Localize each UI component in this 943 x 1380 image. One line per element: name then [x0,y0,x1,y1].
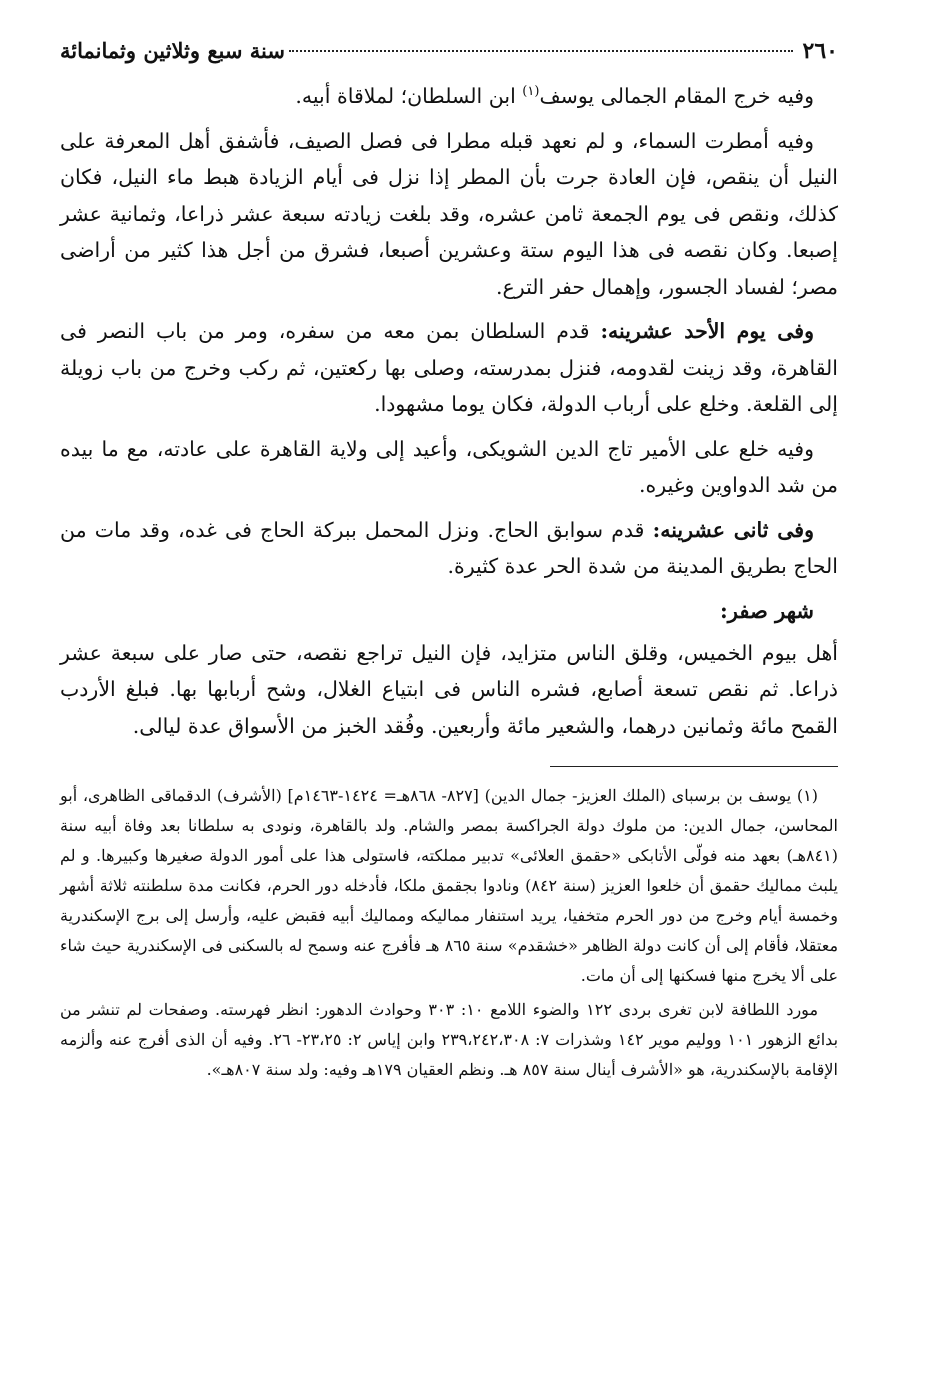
paragraph-2: وفيه أمطرت السماء، و لم نعهد قبله مطرا فى فصل الصيف، فأشفق أهل المعرفة على النيل أن ينقص، فإن العادة جرت بأن المطر إذا نزل فى أيام الزيادة هبط ماء النيل، فكان كذلك، ونقص فى يوم الجمعة ثامن عشره، وقد بلغت زيادته سبعة عشر ذراعا، وثمانية عشر إصبعا. وكان نقصه فى هذا اليوم ستة وعشرين أصبعا، فشرق من أجل هذا كثير من أراضى مصر؛ لفساد الجسور، وإهمال حفر الترع. [60,128,838,299]
paragraph-lead: وفى ثانى عشرينه: [652,517,814,542]
page-number: ٢٦٠ [802,38,838,64]
paragraph-5: وفى ثانى عشرينه: قدم سوابق الحاج. ونزل المحمل ببركة الحاج فى غده، وقد مات من الحاج بطريق المدينة من شدة الحر عدة كثيرة. [60,517,838,578]
footnotes [60,781,838,1085]
page-header [60,38,838,78]
paragraph-3: وفى يوم الأحد عشرينه: قدم السلطان بمن معه من سفره، ومر من باب النصر فى القاهرة، وقد زينت لقدومه، فنزل بمدرسته، وصلى بها ركعتين، ثم ركب وخرج من باب زويلة إلى القلعة. وخلع على أرباب الدولة، فكان يوما مشهودا. [60,319,838,416]
footnote-sources: مورد اللطافة لابن تغرى بردى ١٢٢ والضوء اللامع ١٠: ٣٠٣ وحوادث الدهور: انظر فهرسته. وصفحات لم تنشر من بدائع الزهور ١٠١ ووليم موير ١٤٢ وشذرات ٧: ٢٣٩،٢٤٢،٣٠٨ وابن إياس ٢: ٢٣،٢٥- ٢٦. وفيه أن الذى أفرج عنه وألزمه الإقامة بالإسكندرية، هو «الأشرف أينال سنة ٨٥٧ هـ. ونظم العقيان ١٧٩هـ وفيه: ولد سنة ٨٠٧هـ». [60,1000,839,1079]
paragraph-4: وفيه خلع على الأمير تاج الدين الشويكى، وأعيد إلى ولاية القاهرة على عادته، مع ما بيده من شد الدواوين وغيره. [60,436,838,497]
paragraph-6: أهل بيوم الخميس، وقلق الناس متزايد، فإن النيل تراجع نقصه، حتى صار على سبعة عشر ذراعا. ثم نقص تسعة أصابع، فشره الناس فى ابتياع الغلال، وشح أربابها بها. فبلغ الأردب القمح مائة وثمانين درهما، والشعير مائة وأربعين. وفُقد الخبز من الأسواق عدة ليالى. [60,640,838,738]
running-title: سنة سبع وثلاثين وثمانمائة [60,38,285,63]
header-leader-dots [289,50,793,52]
paragraph-1: وفيه خرج المقام الجمالى يوسف$^{(١)}$ ابن السلطان؛ لملاقاة أبيه. [295,84,814,108]
footnote-1: (١) يوسف بن برسباى (الملك العزيز- جمال الدين) [٨٢٧- ٨٦٨هـ= ١٤٢٤-١٤٦٣م] (الأشرف) الدقماقى الظاهرى، أبو المحاسن، جمال الدين: من ملوك دولة الجراكسة بمصر والشام. ولد بالقاهرة، ونودى به سلطانا بعد وفاة أبيه سنة (٨٤١هـ) بعهد منه فولّى الأتابكى «حقمق العلائى» تدبير مملكته، فاستولى هذا على أمور الدولة صغيرها وكبيرها. و لم يلبث مماليك حقمق أن خلعوا العزيز (سنة ٨٤٢) ونادوا بجقمق ملكا، فأدخله دور الحرم، فكانت مدة سلطنته ثلاثة أشهر وخمسة أيام وخرج من دور الحرم متخفيا، يريد استنفار مماليكه ومماليك أبيه فقبض عليه، وأرسل إلى برج الإسكندرية معتقلا، فأقام إلى أن كانت دولة الظاهر «خشقدم» سنة ٨٦٥ هـ فأفرج عنه وسمح له بالسكنى فى الإسكندرية حيث شاء على ألا يخرج منها فسكنها إلى أن مات. [60,786,839,985]
paragraph-lead: وفى يوم الأحد عشرينه: [600,319,814,343]
footnote-separator [550,766,838,767]
main-text [60,78,838,744]
section-heading: شهر صفر: [720,597,814,623]
footnote-ref-1[interactable]: (١) [522,84,540,100]
book-page [60,38,838,1089]
